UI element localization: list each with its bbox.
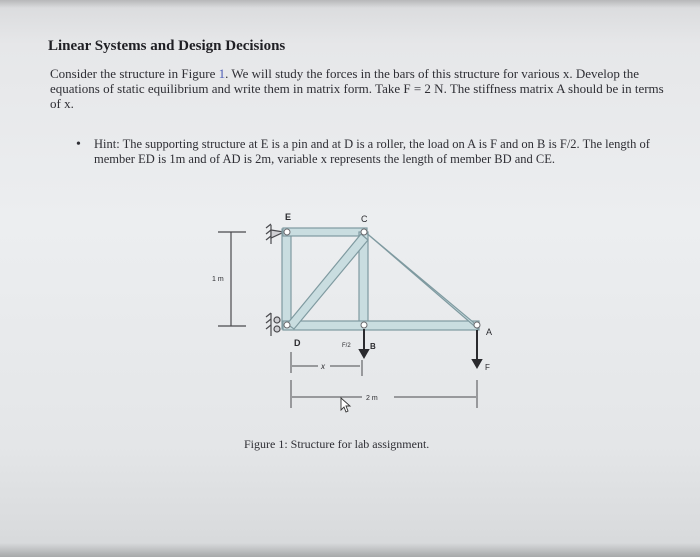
mouse-cursor-icon [341,398,350,412]
bullet-dot-icon: • [76,137,81,152]
dimension-two-meter [291,380,477,408]
member-ec [283,228,367,236]
joint-b [361,322,367,328]
joint-e [284,229,290,235]
pin-support-e [266,224,284,244]
hint-text: Hint: The supporting structure at E is a pin and at D is a roller, the load on A is F and on B is F/2. The length of member ED is 1m and of AD is 2m, variable x represents the length of member BD and CE. [94,137,650,166]
label-d: D [294,338,301,348]
member-ca [364,231,479,330]
label-one-m: 1 m [212,276,224,283]
load-f-half [360,329,368,357]
dimension-x [291,352,362,376]
member-ed [282,229,291,329]
label-c: C [361,214,368,224]
label-f: F [485,363,490,372]
truss-members [282,228,479,330]
bottom-shadow [0,543,700,557]
load-f [473,330,481,367]
member-da [283,321,479,330]
label-x: x [321,362,325,371]
joint-a [474,322,480,328]
label-two-m: 2 m [366,395,378,402]
document-title: Linear Systems and Design Decisions [48,38,286,54]
figure-caption: Figure 1: Structure for lab assignment. [244,437,430,451]
label-e: E [285,212,292,222]
label-a: A [486,327,493,337]
joints [284,229,480,328]
paragraph-part2: . We will study the forces in the bars of this structure for various x. Develop the equations of static equilibrium and write them in matrix form. Take F = 2 N. The stiffness matrix A should be in terms of x. [50,66,664,111]
figure-reference-link[interactable]: 1 [218,66,226,81]
joint-c [361,229,367,235]
roller-support-d [266,313,280,336]
member-dc [287,234,368,329]
label-f-half: F/2 [342,343,351,349]
label-b: B [370,342,376,351]
paragraph-part1: Consider the structure in Figure [50,66,219,81]
joint-d [284,322,290,328]
